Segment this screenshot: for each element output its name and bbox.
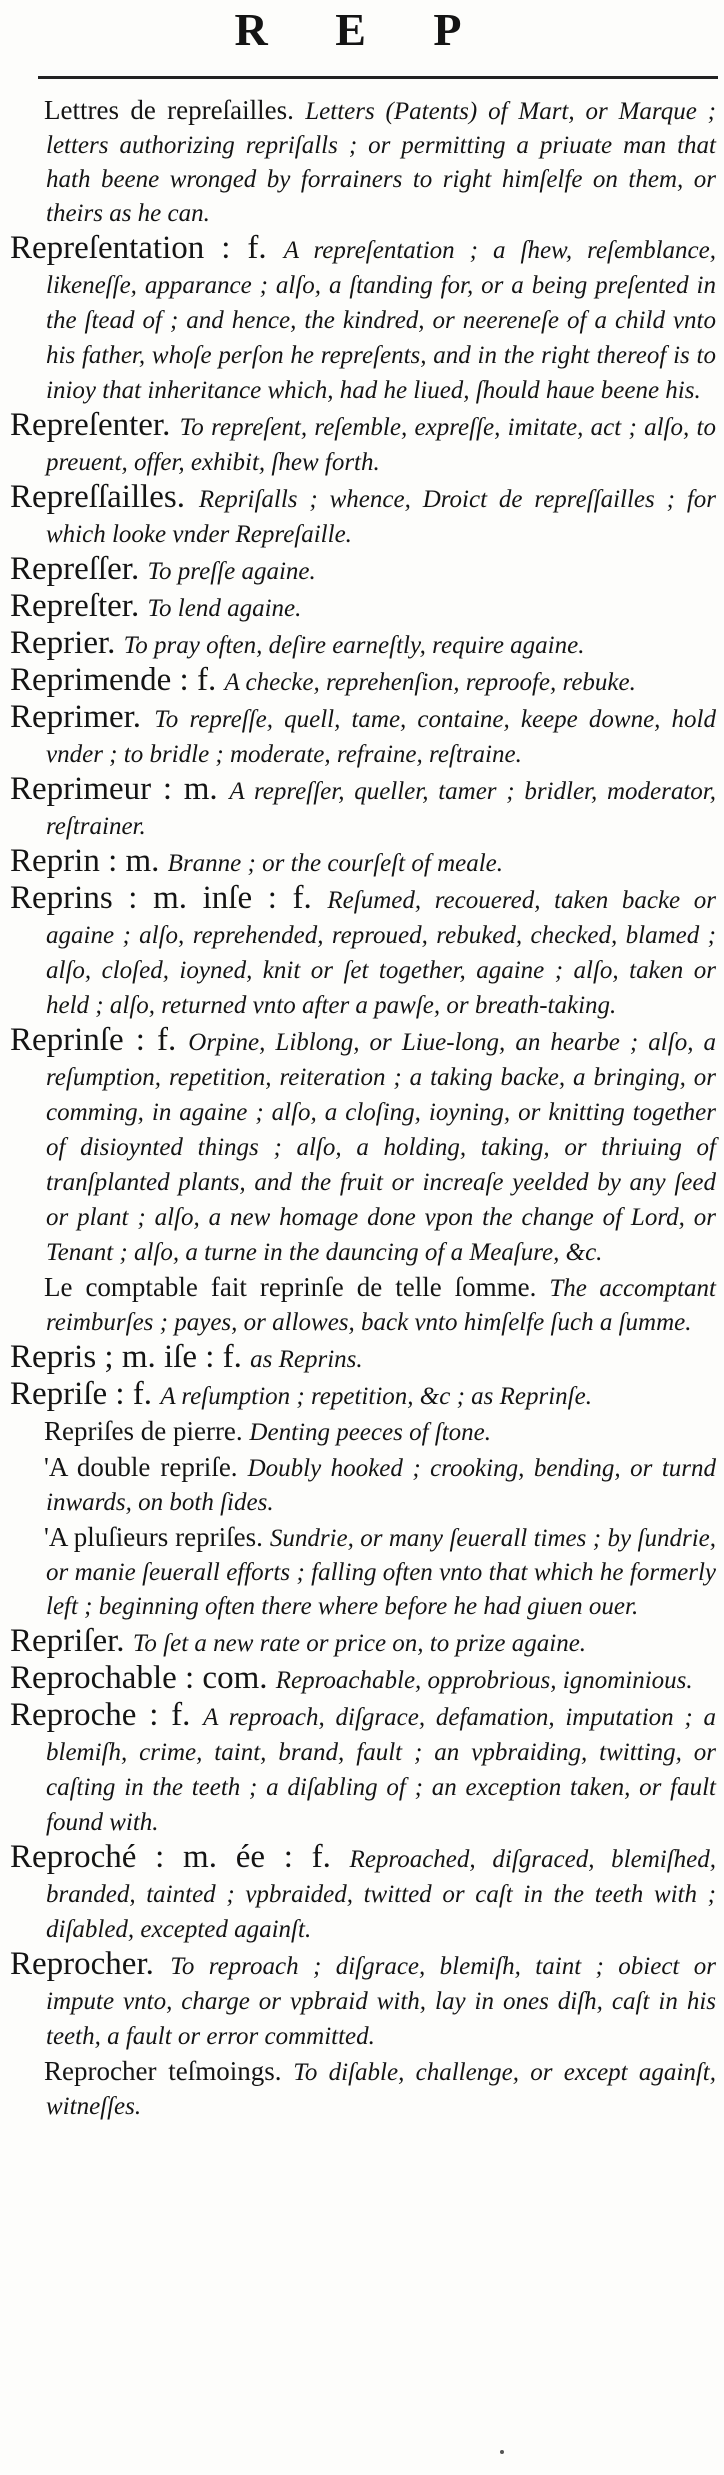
dictionary-entry <box>10 1378 716 1413</box>
entry-definition: A repreſſer, queller, tamer ; bridler, moderator, reſtrainer. <box>46 778 717 840</box>
dictionary-entry <box>10 1625 716 1660</box>
entry-definition: A reſumption ; repetition, &c ; as Reprinſe. <box>160 1383 592 1410</box>
entry-definition: Orpine, Liblong, or Liue-long, an hearbe ; alſo, a reſumption, repetition, reiteration ; a taking backe, a bringing, or comming, in againe ; alſo, a cloſing, ioyning, or knitting together of disioynted things ; alſo, a holding, taking, or thriuing of tranſplanted plants, and the fruit or increaſe yeelded by any ſeed or plant ; alſo, a new homage done vpon the change of Lord, or Tenant ; alſo, a turne in the dauncing of a Meaſure, &c. <box>46 1029 717 1266</box>
entry-headword: Repriſer. <box>10 1623 125 1659</box>
entry-definition: To lend againe. <box>147 595 302 622</box>
entry-definition: The accomptant reimburſes ; payes, or allowes, back vnto himſelfe ſuch a ſumme. <box>46 1275 717 1336</box>
entry-headword: Repreſter. <box>10 588 140 624</box>
dictionary-entry <box>10 664 716 699</box>
entry-definition: Reproached, diſgraced, blemiſhed, branded, tainted ; vpbraided, twitted or caſt in the teeth with ; diſabled, excepted againſt. <box>46 1846 716 1943</box>
dictionary-entry <box>10 882 716 1022</box>
entry-headword: Lettres de repreſailles. <box>44 95 294 125</box>
entry-headword: Reproché <box>10 1839 137 1875</box>
entry-grammar: : m. <box>162 771 218 807</box>
entry-definition: Doubly hooked ; crooking, bending, or turnd inwards, on both ſides. <box>46 1455 717 1516</box>
entry-headword: Repreſentation <box>10 230 205 266</box>
entry-headword: Reprochable <box>10 1660 177 1696</box>
entry-definition: as Reprins. <box>250 1346 363 1373</box>
dictionary-entry <box>10 627 716 662</box>
entry-definition: To repreſent, reſemble, expreſſe, imitate, act ; alſo, to preuent, offer, exhibit, ſhew forth. <box>46 414 716 476</box>
entry-headword: Reprimer. <box>10 699 142 735</box>
dictionary-entry <box>10 1024 716 1269</box>
dictionary-entry <box>10 94 716 230</box>
entry-grammar: ; m. iſe : f. <box>104 1339 242 1375</box>
entry-definition: Reproachable, opprobrious, ignominious. <box>275 1667 693 1694</box>
entry-headword: Reprocher teſmoings. <box>44 2056 282 2086</box>
entry-definition: Denting peeces of ſtone. <box>249 1419 492 1446</box>
dictionary-entry <box>10 1841 716 1946</box>
entry-headword: Reprins <box>10 880 113 916</box>
entry-headword: Reproche <box>10 1697 137 1733</box>
dictionary-entry <box>10 409 716 479</box>
entry-definition: Branne ; or the courſeſt of meale. <box>167 850 504 877</box>
header-rule <box>38 76 718 79</box>
entry-grammar: : f. <box>115 1376 153 1412</box>
dictionary-entry <box>10 1271 716 1339</box>
entry-definition: To repreſſe, quell, tame, containe, keepe downe, hold vnder ; to bridle ; moderate, refraine, reſtraine. <box>46 706 717 768</box>
entry-headword: Reprinſe <box>10 1022 124 1058</box>
entry-definition: To reproach ; diſgrace, blemiſh, taint ; obiect or impute vnto, charge or vpbraid with, lay in ones diſh, caſt in his teeth, a fault or error committed. <box>46 1953 716 2050</box>
dictionary-entry <box>10 1451 716 1519</box>
entry-headword: Repreſſer. <box>10 551 140 587</box>
entry-grammar: : m. inſe : f. <box>128 880 312 916</box>
entry-definition: To diſable, challenge, or except againſt, witneſſes. <box>46 2059 716 2120</box>
entry-grammar: : f. <box>221 230 267 266</box>
entry-grammar: : m. ée : f. <box>155 1839 331 1875</box>
dictionary-entry <box>10 1415 716 1449</box>
entry-grammar: : com. <box>185 1660 268 1696</box>
entry-headword: Reprocher. <box>10 1946 154 1982</box>
page-mark <box>500 2450 504 2454</box>
entry-definition: A checke, reprehenſion, reproofe, rebuke. <box>224 669 636 696</box>
dictionary-entry <box>10 773 716 843</box>
entry-definition: Sundrie, or many ſeuerall times ; by ſundrie, or manie ſeuerall efforts ; falling often vnto that which he formerly left ; beginning often there where before he had giuen ouer. <box>46 1525 716 1620</box>
entry-grammar: : f. <box>135 1022 177 1058</box>
entry-headword: Repriſe <box>10 1376 108 1412</box>
entry-definition: To pray often, deſire earneſtly, require againe. <box>123 632 585 659</box>
page-header: R E P <box>234 4 490 55</box>
entry-headword: Repreſenter. <box>10 407 171 443</box>
dictionary-entry <box>10 232 716 407</box>
dictionary-entry <box>10 1521 716 1623</box>
entry-headword: 'A double repriſe. <box>44 1452 238 1482</box>
entry-headword: 'A pluſieurs repriſes. <box>44 1522 263 1552</box>
entry-definition: Repriſalls ; whence, Droict de repreſſailles ; for which looke vnder Repreſaille. <box>46 486 717 548</box>
dictionary-entry <box>10 481 716 551</box>
entry-headword: Reprier. <box>10 625 116 661</box>
dictionary-entry <box>10 1341 716 1376</box>
dictionary-entry <box>10 1662 716 1697</box>
entry-definition: A repreſentation ; a ſhew, reſemblance, likeneſſe, apparance ; alſo, a ſtanding for, or a being preſented in the ſtead of ; and hence, the kindred, or neereneſe of a child vnto his father, whoſe perſon he repreſents, and in the right thereof is to inioy that inheritance which, had he liued, ſhould haue beene his. <box>46 237 716 404</box>
entry-definition: Letters (Patents) of Mart, or Marque ; letters authorizing repriſalls ; or permitting a priuate man that hath beene wronged by forrainers to right himſelfe on them, or theirs as he can. <box>46 98 717 227</box>
entry-headword: Repriſes de pierre. <box>44 1416 243 1446</box>
entry-headword: Reprimeur <box>10 771 152 807</box>
entry-definition: To ſet a new rate or price on, to prize againe. <box>132 1630 587 1657</box>
entry-definition: To preſſe againe. <box>147 558 316 585</box>
entry-headword: Reprin <box>10 843 100 879</box>
dictionary-entry <box>10 701 716 771</box>
dictionary-entry <box>10 2055 716 2123</box>
entry-grammar: : m. <box>108 843 160 879</box>
dictionary-entries <box>10 94 716 2125</box>
entry-definition: Reſumed, recouered, taken backe or againe ; alſo, reprehended, reproued, rebuked, checked, blamed ; alſo, cloſed, ioyned, knit or ſet together, againe ; alſo, taken or held ; alſo, returned vnto after a pawſe, or breath-taking. <box>46 887 717 1019</box>
entry-headword: Repreſſailles. <box>10 479 186 515</box>
entry-headword: Reprimende <box>10 662 172 698</box>
entry-headword: Le comptable fait reprinſe de telle ſomme. <box>44 1272 537 1302</box>
entry-definition: A reproach, diſgrace, defamation, imputation ; a blemiſh, crime, taint, brand, fault ; an vpbraiding, twitting, or caſting in the teeth ; a diſabling of ; an exception taken, or fault found with. <box>46 1704 717 1836</box>
dictionary-entry <box>10 553 716 588</box>
dictionary-entry <box>10 1948 716 2053</box>
dictionary-entry <box>10 845 716 880</box>
entry-headword: Repris <box>10 1339 97 1375</box>
dictionary-entry <box>10 1699 716 1839</box>
entry-grammar: : f. <box>179 662 217 698</box>
entry-grammar: : f. <box>149 1697 191 1733</box>
dictionary-entry <box>10 590 716 625</box>
